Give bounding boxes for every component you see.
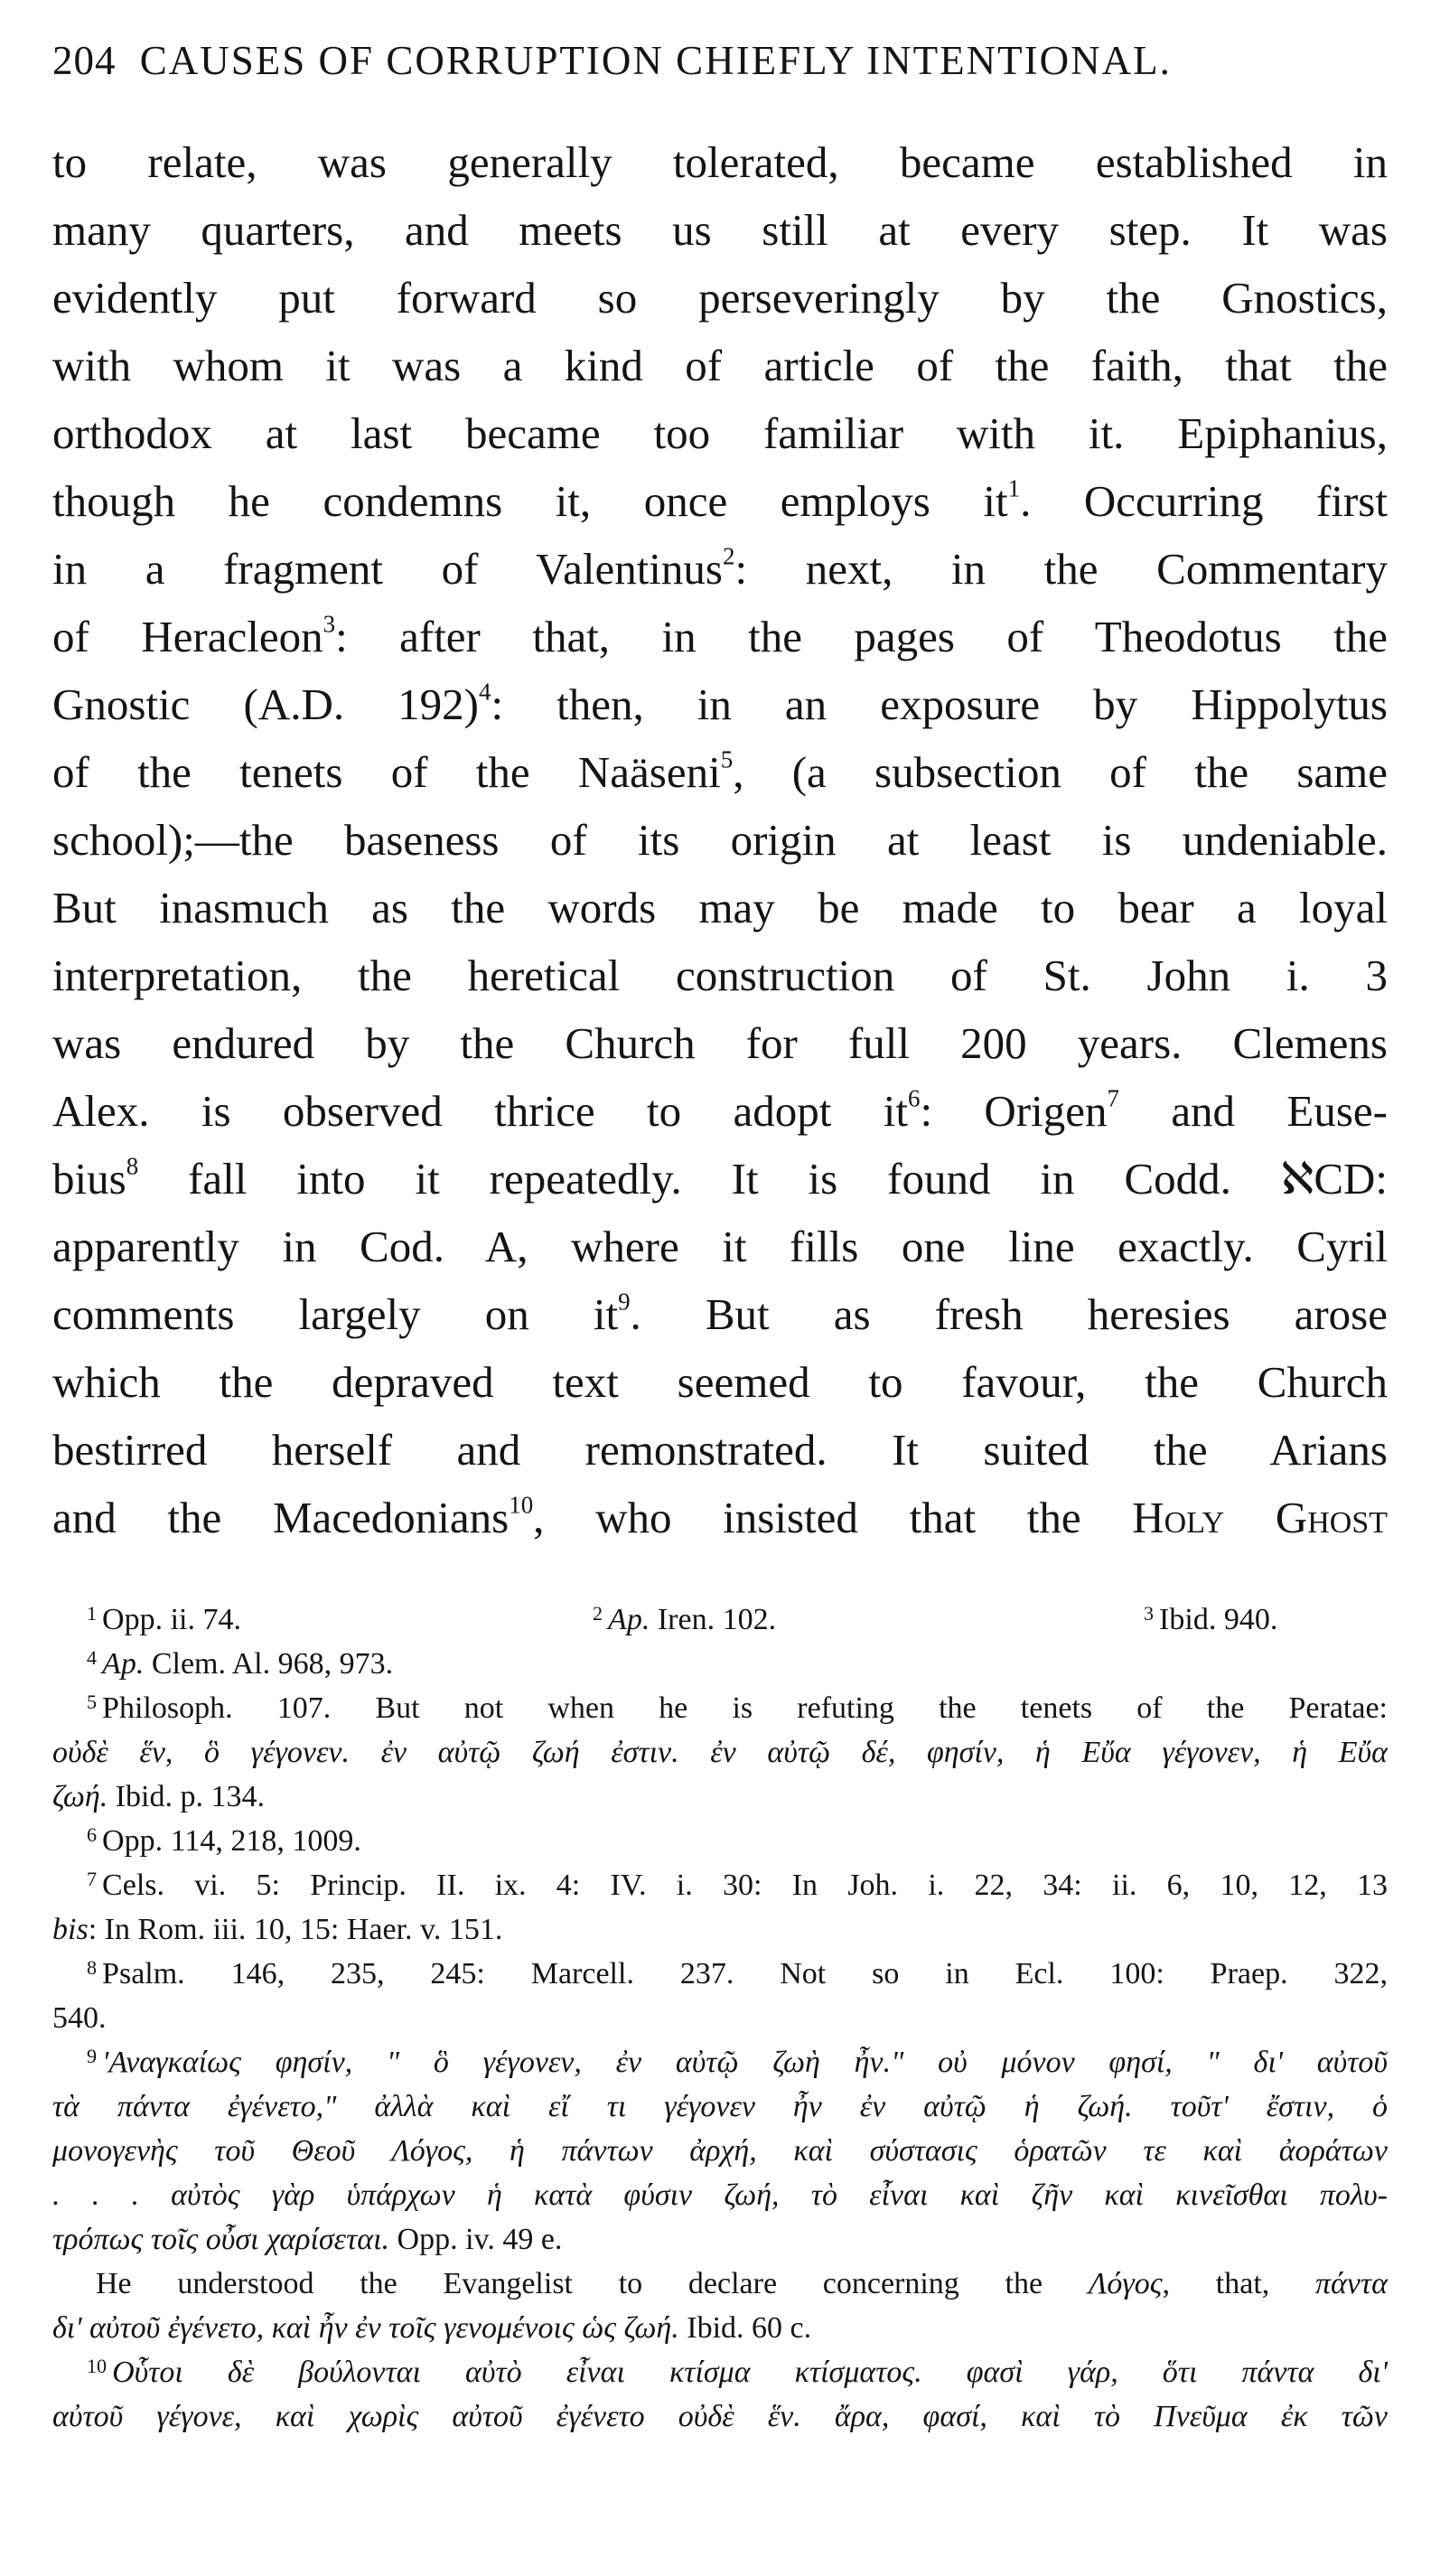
footnote-ref[interactable]: 8 (126, 1152, 139, 1180)
running-head (52, 27, 1380, 95)
text-line: apparently in Cod. A, where it fills one line exactly. Cyril (52, 1222, 1388, 1271)
footnote-text: Clem. Al. 968, 973. (144, 1647, 394, 1681)
footnote-line: . . . αὐτὸς γὰρ ὑπάρχων ἡ κατὰ φύσιν ζωή, τὸ εἶναι καὶ ζῆν καὶ κινεῖσθαι πολυ- (52, 2178, 1388, 2212)
footnote-8 (52, 1952, 1388, 1996)
text-line (52, 670, 1388, 738)
text-line: bestirred herself and remonstrated. It suited the Arians (52, 1425, 1388, 1475)
text-line (52, 1077, 1388, 1145)
text-run: of the tenets of the Naäseni (52, 747, 721, 797)
footnote-text: Philosoph. 107. But not when he is refuting the tenets of the Peratae: (102, 1691, 1388, 1725)
footnote-text: Opp. iv. 49 e. (389, 2223, 563, 2256)
text-line: with whom it was a kind of article of the faith, that the (52, 341, 1388, 390)
text-line (52, 1280, 1388, 1348)
footnote-10 (52, 2350, 1388, 2394)
footnote-4 (52, 1642, 1388, 1686)
text-run: 192) (344, 679, 479, 729)
footnote-text: Opp. ii. 74. (102, 1603, 241, 1636)
text-line (52, 603, 1388, 670)
text-run: Holy Ghost (1132, 1493, 1389, 1542)
main-text (52, 128, 1388, 1551)
footnote-ref[interactable]: 10 (509, 1491, 534, 1519)
footnote-text: : In Rom. iii. 10, 15: Haer. v. 151. (88, 1913, 503, 1946)
text-line (52, 467, 1388, 535)
text-run: Gnostic ( (52, 679, 258, 729)
footnote-text: Iren. 102. (650, 1603, 777, 1636)
footnote-2 (593, 1597, 1144, 1642)
footnote-line (52, 2262, 1388, 2306)
page-number: 204 (52, 38, 117, 83)
text-run: bius (52, 1154, 126, 1204)
footnote-mark: 8 (87, 1956, 98, 1980)
footnote-mark: 5 (87, 1691, 98, 1714)
footnote-ref[interactable]: 3 (323, 610, 336, 638)
running-title: CAUSES OF CORRUPTION CHIEFLY INTENTIONAL. (139, 38, 1172, 83)
text-line: to relate, was generally tolerated, became established in (52, 137, 1388, 187)
footnote-mark: 1 (87, 1602, 98, 1625)
text-run: : then, in an exposure by Hippolytus (491, 679, 1388, 729)
text-run: in a fragment of Valentinus (52, 544, 723, 594)
text-run: : Origen (920, 1086, 1108, 1136)
footnote-text: Opp. 114, 218, 1009. (102, 1824, 361, 1858)
text-run: , who insisted that the (533, 1493, 1133, 1542)
footnote-mark: 10 (87, 2355, 108, 2378)
footnote-mark: 7 (87, 1868, 98, 1891)
footnote-text: πάντα (1315, 2267, 1388, 2300)
text-line: evidently put forward so perseveringly by the Gnostics, (52, 273, 1388, 323)
text-line (52, 1145, 1388, 1213)
footnote-text: Ibid. p. 134. (108, 1780, 265, 1813)
footnote-ref[interactable]: 1 (1007, 474, 1021, 502)
text-run: comments largely on it (52, 1289, 619, 1339)
text-line (52, 738, 1388, 806)
text-run: and the Macedonians (52, 1493, 510, 1542)
footnote-ref[interactable]: 4 (478, 678, 491, 706)
footnote-line: μονογενὴς τοῦ Θεοῦ Λόγος, ἡ πάντων ἀρχή, καὶ σύστασις ὁρατῶν τε καὶ ἀοράτων (52, 2134, 1388, 2168)
footnote-mark: 2 (593, 1602, 603, 1625)
text-run: fall into it repeatedly. It is found in Codd. ℵCD: (138, 1154, 1388, 1204)
text-line: orthodox at last became too familiar with it. Epiphanius, (52, 408, 1388, 458)
text-line: interpretation, the heretical construction of St. John i. 3 (52, 951, 1388, 1000)
footnote-line: 540. (52, 2001, 107, 2035)
text-run: and Euse- (1118, 1086, 1388, 1136)
text-line (52, 1484, 1388, 1551)
footnote-text: Λόγος (1088, 2267, 1163, 2300)
footnote-ref[interactable]: 9 (618, 1288, 631, 1316)
footnote-text: , that, (1162, 2267, 1315, 2300)
footnote-text: bis (52, 1913, 89, 1946)
footnote-mark: 6 (87, 1823, 98, 1847)
footnote-line (52, 2306, 1388, 2350)
footnote-ref[interactable]: 7 (1107, 1084, 1119, 1112)
footnote-6 (52, 1819, 1388, 1863)
footnote-9 (52, 2040, 1388, 2084)
footnote-mark: 9 (87, 2045, 98, 2068)
footnote-text: 'Αναγκαίως φησίν, " ὃ γέγονεν, ἐν αὐτῷ ζωὴ ἦν." οὐ μόνον φησί, " δι' αὐτοῦ (102, 2046, 1388, 2079)
text-run: though he condemns it, once employs it (52, 476, 1008, 526)
footnote-row (52, 1597, 1388, 1642)
footnote-text: Ibid. 60 c. (678, 2311, 812, 2345)
footnote-text: He understood the Evangelist to declare concerning the (96, 2267, 1089, 2300)
text-run: Alex. is observed thrice to adopt it (52, 1086, 908, 1136)
footnote-text: ζωή. (52, 1780, 108, 1813)
text-run: : next, in the Commentary (734, 544, 1388, 594)
footnote-mark: 3 (1144, 1602, 1155, 1625)
footnote-5 (52, 1686, 1388, 1730)
footnote-ref[interactable]: 2 (723, 542, 735, 570)
footnote-line (52, 2217, 1388, 2262)
footnote-3 (1144, 1597, 1277, 1642)
text-run: A.D. (257, 679, 345, 729)
footnote-text: Ibid. 940. (1159, 1603, 1278, 1636)
text-line: many quarters, and meets us still at every step. It was (52, 205, 1388, 255)
footnote-ref[interactable]: 6 (907, 1084, 921, 1112)
text-run: : after that, in the pages of Theodotus the (335, 612, 1388, 661)
footnote-text: Ap. (608, 1603, 650, 1636)
footnote-text: δι' αὐτοῦ ἐγένετο, καὶ ἦν ἐν τοῖς γενομένοις ὡς ζωή. (52, 2311, 679, 2345)
text-line: But inasmuch as the words may be made to bear a loyal (52, 883, 1388, 932)
footnote-text: τρόπως τοῖς οὖσι χαρίσεται. (52, 2223, 390, 2256)
text-line: was endured by the Church for full 200 years. Clemens (52, 1018, 1388, 1068)
text-run: . But as fresh heresies arose (630, 1289, 1388, 1339)
footnote-text: Psalm. 146, 235, 245: Marcell. 237. Not so in Ecl. 100: Praep. 322, (102, 1957, 1388, 1991)
footnote-ref[interactable]: 5 (720, 745, 734, 773)
text-line: which the depraved text seemed to favour, the Church (52, 1357, 1388, 1407)
footnote-1 (87, 1597, 593, 1642)
footnote-7 (52, 1863, 1388, 1907)
footnote-text: Ap. (102, 1647, 145, 1681)
text-run: of Heracleon (52, 612, 323, 661)
text-line (52, 535, 1388, 603)
footnote-line (52, 1775, 1388, 1819)
footnotes (52, 1597, 1388, 2439)
footnote-line: τὰ πάντα ἐγένετο," ἀλλὰ καὶ εἴ τι γέγονεν ἦν ἐν αὐτῷ ἡ ζωή. τοῦτ' ἔστιν, ὁ (52, 2090, 1388, 2123)
text-line: school);—the baseness of its origin at least is undeniable. (52, 815, 1388, 865)
footnote-text: Cels. vi. 5: Princip. II. ix. 4: IV. i. 30: In Joh. i. 22, 34: ii. 6, 10, 12, 13 (102, 1869, 1388, 1902)
footnote-line: οὐδὲ ἕν, ὃ γέγονεν. ἐν αὐτῷ ζωή ἐστιν. ἐν αὐτῷ δέ, φησίν, ἡ Εὔα γέγονεν, ἡ Εὔα (52, 1736, 1388, 1769)
footnote-line: αὐτοῦ γέγονε, καὶ χωρὶς αὐτοῦ ἐγένετο οὐδὲ ἕν. ἄρα, φασί, καὶ τὸ Πνεῦμα ἐκ τῶν (52, 2400, 1388, 2433)
text-run: , (a subsection of the same (733, 747, 1388, 797)
footnote-mark: 4 (87, 1646, 98, 1670)
footnote-line (52, 1907, 1388, 1952)
text-run: . Occurring first (1020, 476, 1388, 526)
footnote-text: Οὗτοι δὲ βούλονται αὐτὸ εἶναι κτίσμα κτίσματος. φασὶ γάρ, ὅτι πάντα δι' (112, 2356, 1388, 2389)
